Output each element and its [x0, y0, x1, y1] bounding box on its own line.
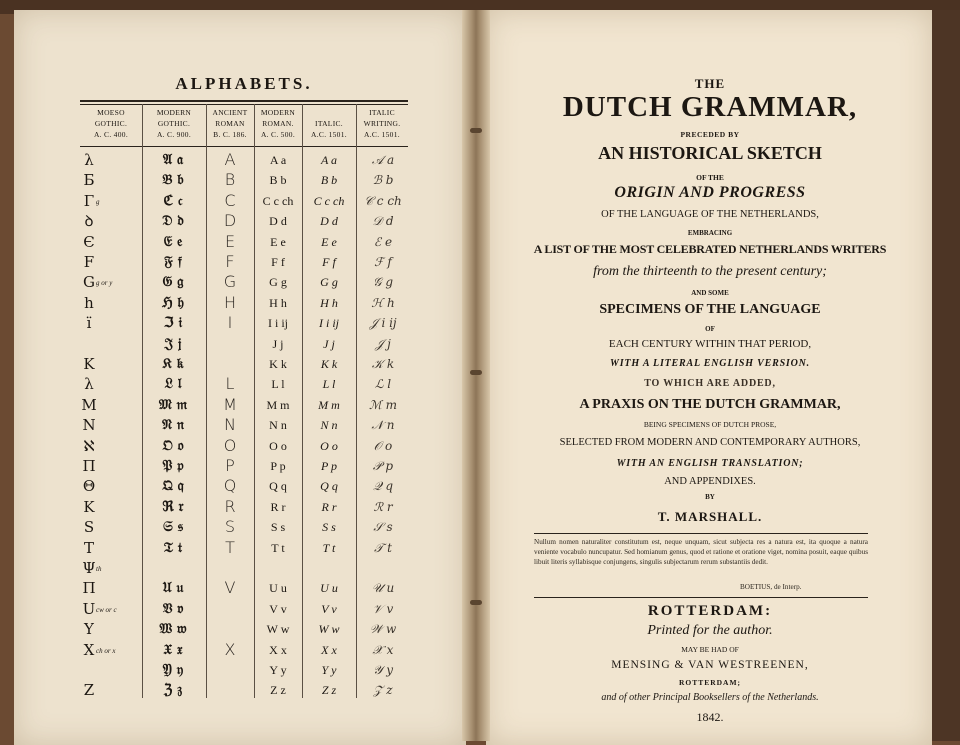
column-header-line: A.C. 1501. — [311, 130, 347, 139]
alphabet-cell: E e — [270, 234, 286, 249]
column-header-line: MODERN — [260, 108, 296, 117]
alphabet-cell: 𝒱 v — [372, 601, 394, 616]
alphabet-cell: Q q — [269, 479, 287, 494]
alphabet-cell: 𝒰 u — [371, 581, 395, 596]
alphabet-cell: 𝒞 c ch — [364, 193, 402, 208]
alphabet-cell: V v — [321, 601, 337, 616]
alphabet-cell: R r — [270, 499, 286, 514]
column-header — [80, 107, 142, 140]
alphabet-cell: 𝔇 𝔡 — [162, 213, 184, 230]
alphabet-cell: L — [225, 374, 235, 394]
alphabet-cell: H h — [320, 295, 338, 310]
alphabet-cell: F — [225, 252, 235, 271]
alphabet-cell: 𝒵 z — [373, 683, 393, 698]
title-the: THE — [694, 76, 726, 91]
alphabet-cell: U — [82, 599, 96, 618]
alphabet-cell: J j — [272, 336, 284, 351]
alphabet-cell: 𝒳 x — [372, 642, 394, 657]
alphabet-cell: ℒ l — [374, 377, 392, 392]
alphabet-cell: ℳ m — [368, 397, 398, 412]
alphabet-cell: 𝒮 s — [373, 520, 393, 535]
alphabet-cell: K — [83, 355, 95, 373]
alphabet-cell: T — [225, 537, 235, 557]
column-header-line: ROMAN. — [262, 119, 294, 128]
alphabet-cell: 𝒥 i ij — [369, 316, 397, 331]
epigraph-attribution: BOETIUS, de Interp. — [740, 583, 802, 591]
alphabet-cell: 𝔅 𝔟 — [162, 172, 184, 189]
column-header-line: MOESO — [97, 108, 125, 117]
alphabet-cell: 𝒪 o — [373, 438, 393, 453]
of-label: OF — [705, 325, 715, 333]
alphabet-cell: 𝔖 𝔰 — [163, 519, 183, 536]
alphabet-cell: 𝔓 𝔭 — [162, 458, 184, 474]
alphabet-cell: 𝔈 𝔢 — [163, 233, 183, 250]
alphabet-cell: F f — [271, 255, 285, 269]
main-title: DUTCH GRAMMAR, — [562, 91, 858, 123]
alphabet-cell: D d — [269, 214, 287, 229]
list-of-writers: A LIST OF THE MOST CELEBRATED NETHERLANDS WRITERS — [533, 242, 887, 256]
column-header — [206, 107, 254, 140]
alphabets-title: ALPHABETS. — [175, 74, 313, 93]
alphabet-cell: S s — [322, 520, 336, 535]
alphabet-cell: N — [224, 415, 236, 435]
other-booksellers: and of other Principal Booksellers of the Netherlands. — [601, 692, 819, 703]
column-header-line — [302, 107, 356, 118]
alphabet-cell: M m — [318, 397, 340, 412]
alphabet-cell: 𝒲 w — [369, 622, 397, 637]
alphabet-cell: F f — [322, 255, 336, 269]
book-cover-right-edge — [932, 10, 960, 741]
alphabet-cell: Θ — [82, 477, 96, 496]
alphabet-cell: C — [224, 190, 236, 210]
alphabet-cell: ℜ 𝔯 — [162, 498, 184, 515]
alphabet-cell: R r — [321, 499, 337, 514]
selected-authors: SELECTED FROM MODERN AND CONTEMPORARY AUTHORS, — [559, 437, 861, 448]
alphabet-cell: J j — [323, 336, 335, 351]
being-specimens: BEING SPECIMENS OF DUTCH PROSE, — [643, 420, 777, 429]
alphabet-cell: K — [83, 497, 95, 516]
table-header-rule — [80, 146, 408, 147]
alphabet-cell: G g — [320, 275, 338, 290]
column-header-line: A. C. 500. — [260, 130, 296, 139]
alphabet-cell: D — [223, 211, 237, 231]
alphabet-cell: cw or c — [96, 605, 117, 614]
alphabet-cell: G — [223, 272, 237, 292]
alphabet-cell: E — [224, 231, 236, 251]
alphabet-cell: 𝒯 t — [374, 540, 392, 555]
alphabet-cell: Є — [83, 232, 95, 251]
alphabet-cell: Π — [82, 457, 96, 475]
alphabet-cell: Z z — [321, 683, 337, 698]
appendixes: AND APPENDIXES. — [664, 476, 756, 487]
column-header-line: ROMAN — [215, 119, 245, 128]
language-of-netherlands: OF THE LANGUAGE OF THE NETHERLANDS, — [601, 209, 819, 220]
alphabet-cell: F — [83, 253, 95, 271]
historical-sketch: AN HISTORICAL SKETCH — [598, 143, 822, 163]
alphabet-cell: Q q — [320, 479, 338, 494]
alphabet-cell: H h — [269, 295, 287, 310]
alphabet-cell: 𝔄 𝔞 — [162, 152, 184, 168]
binding-stitch — [470, 600, 482, 605]
alphabet-cell: P — [225, 456, 235, 475]
column-header-line: B. C. 186. — [213, 130, 247, 139]
column-header-line: A. C. 900. — [156, 130, 192, 139]
alphabet-cell: O — [223, 435, 237, 455]
alphabet-cell: 𝒟 d — [372, 214, 394, 229]
english-translation: WITH AN ENGLISH TRANSLATION; — [616, 458, 804, 469]
column-header — [142, 107, 206, 140]
alphabet-cell: X — [83, 640, 95, 659]
alphabet-cell: g — [96, 197, 100, 206]
alphabet-cell: h — [84, 293, 94, 312]
preceded-by: PRECEDED BY — [680, 130, 740, 139]
alphabet-cell: 𝔜 𝔶 — [162, 662, 184, 678]
column-header — [302, 107, 356, 140]
alphabet-cell: ch or x — [96, 646, 116, 655]
alphabet-cell: ℛ r — [373, 499, 393, 514]
alphabet-cell: 𝒜 a — [371, 153, 395, 167]
alphabet-cell: L l — [322, 377, 336, 392]
alphabet-cell: T t — [322, 540, 336, 555]
alphabet-cell: ℬ b — [372, 173, 394, 188]
publication-year: 1842. — [696, 710, 724, 724]
alphabet-cell: T — [83, 538, 94, 557]
alphabet-cell: R — [224, 496, 236, 516]
alphabet-cell: A a — [320, 153, 338, 167]
alphabet-cell: λ — [84, 151, 94, 169]
alphabet-cell: 𝒥 j — [375, 336, 391, 351]
column-header-line: GOTHIC. — [94, 119, 128, 128]
alphabet-cell: 𝔑 𝔫 — [162, 417, 184, 434]
column-divider — [206, 104, 207, 698]
alphabet-cell: Π — [82, 579, 96, 598]
alphabet-cell: 𝔘 𝔲 — [162, 580, 184, 597]
each-century: EACH CENTURY WITHIN THAT PERIOD, — [608, 338, 812, 350]
alphabet-cell: Q — [223, 476, 237, 496]
binding-stitch — [470, 370, 482, 375]
city: ROTTERDAM: — [647, 603, 773, 619]
alphabet-cell: 𝔏 𝔩 — [164, 376, 182, 393]
alphabet-cell: X x — [321, 642, 337, 657]
book-gutter — [462, 10, 490, 741]
column-divider — [254, 104, 255, 698]
binding-stitch — [470, 128, 482, 133]
praxis: A PRAXIS ON THE DUTCH GRAMMAR, — [579, 397, 841, 412]
alphabet-cell: Z z — [270, 683, 286, 698]
alphabet-cell: I — [227, 313, 233, 333]
alphabet-cell: ꝺ — [84, 212, 94, 231]
alphabet-cell: 𝔗 𝔱 — [163, 539, 183, 556]
may-be-had-of: MAY BE HAD OF — [681, 645, 739, 654]
alphabet-cell: A a — [269, 153, 287, 167]
alphabet-cell: Ƃ — [83, 171, 95, 190]
alphabet-cell: Ψ — [82, 559, 96, 577]
alphabet-cell: H — [223, 292, 237, 312]
alphabet-cell: 𝔚 𝔴 — [159, 621, 187, 638]
alphabet-cell: K k — [269, 357, 287, 371]
alphabet-cell: C c ch — [313, 193, 345, 208]
alphabet-cell: C c ch — [262, 193, 294, 208]
origin-progress: ORIGIN AND PROGRESS — [614, 184, 806, 201]
alphabet-cell: ℋ h — [371, 295, 395, 310]
publisher-city: ROTTERDAM; — [678, 678, 742, 687]
alphabet-cell: ï — [86, 314, 92, 333]
alphabet-cell: 𝒦 k — [371, 357, 395, 371]
table-top-rule-thin — [80, 104, 408, 105]
alphabet-cell: M m — [266, 397, 290, 412]
alphabet-cell: 𝔉 𝔣 — [164, 254, 182, 270]
column-header-line: MODERN — [156, 108, 192, 117]
alphabet-cell: 𝒬 q — [372, 479, 394, 494]
alphabet-cell: S — [224, 517, 236, 537]
alphabet-cell: 𝔔 𝔮 — [162, 478, 184, 495]
alphabet-cell: 𝔎 𝔨 — [162, 356, 184, 372]
latin-epigraph: Nullum nomen naturaliter constitutum est, neque unquam, sicut subjecta res a natura est, ita quoque a natura veniente vocabulo nuncupatur. Sed homianum genus, quod et ratione et oratione viget, nomina posuit, eaque quibus libuit literis syllabisque conjungens, singulis subjectarum rerum substantiis dedit. — [534, 538, 868, 567]
column-header-line: WRITING. — [363, 119, 401, 128]
alphabet-cell: 𝔐 𝔪 — [158, 396, 188, 413]
alphabet-cell: T t — [271, 540, 285, 555]
alphabet-cell: ℭ 𝔠 — [163, 192, 183, 209]
alphabet-cell: 𝒴 y — [372, 663, 393, 677]
alphabet-cell: 𝒩 n — [371, 418, 395, 433]
alphabet-cell: 𝔛 𝔵 — [163, 641, 183, 658]
alphabet-cell: U u — [269, 581, 287, 596]
of-the: OF THE — [696, 173, 724, 182]
column-header-line: A. C. 400. — [93, 130, 129, 139]
alphabet-cell: Z — [83, 681, 95, 700]
alphabet-cell: S s — [270, 520, 286, 535]
to-which-added: TO WHICH ARE ADDED, — [644, 378, 776, 389]
alphabet-cell: O o — [269, 438, 287, 453]
column-header-line: ITALIC — [369, 108, 395, 117]
column-header-line: GOTHIC. — [157, 119, 191, 128]
specimens: SPECIMENS OF THE LANGUAGE — [599, 302, 821, 317]
alphabet-cell: N n — [320, 418, 338, 433]
alphabet-cell: G g — [269, 275, 287, 290]
alphabet-cell: I i ij — [268, 316, 288, 331]
by-label: BY — [705, 493, 715, 501]
alphabet-cell: X — [224, 639, 236, 659]
alphabet-cell: B b — [320, 173, 338, 188]
alphabet-cell: ℌ 𝔥 — [162, 294, 184, 311]
alphabet-cell: M — [223, 394, 237, 414]
alphabet-cell: G — [83, 273, 95, 292]
alphabet-cell: B — [224, 170, 236, 190]
century-range: from the thirteenth to the present century; — [593, 264, 827, 279]
alphabet-cell: L l — [271, 377, 285, 392]
alphabet-cell: D d — [320, 214, 338, 229]
publisher: MENSING & VAN WESTREENEN, — [611, 659, 809, 671]
alphabet-cell: N — [82, 416, 96, 435]
column-header-line: ITALIC. — [315, 119, 343, 128]
column-divider — [142, 104, 143, 698]
alphabet-cell: th — [96, 565, 102, 573]
alphabet-cell: N n — [269, 418, 287, 433]
and-some: AND SOME — [691, 289, 729, 297]
table-top-rule — [80, 100, 408, 102]
column-header-line: ANCIENT — [212, 108, 248, 117]
column-header-line: A.C. 1501. — [364, 130, 400, 139]
alphabet-cell: 𝔙 𝔳 — [162, 600, 184, 617]
alphabet-cell: Y y — [321, 663, 337, 677]
alphabet-cell: A — [224, 150, 236, 169]
quote-bottom-rule — [534, 597, 868, 598]
alphabet-cell: K k — [320, 357, 338, 371]
alphabet-cell: ℑ 𝔦 — [163, 315, 183, 332]
embracing: EMBRACING — [687, 229, 733, 237]
author-name: T. MARSHALL. — [657, 509, 763, 524]
literal-version: WITH A LITERAL ENGLISH VERSION. — [610, 358, 810, 369]
alphabet-cell: V — [224, 578, 236, 598]
alphabet-cell: I i ij — [319, 316, 339, 331]
column-header — [356, 107, 408, 140]
alphabet-cell: ℵ — [83, 436, 95, 455]
alphabet-cell: 𝔍 𝔧 — [164, 335, 182, 352]
alphabet-cell: g or y — [96, 279, 113, 288]
alphabet-cell: 𝔒 𝔬 — [162, 437, 184, 454]
alphabet-cell: B b — [269, 173, 287, 188]
alphabet-cell: Γ — [83, 191, 95, 210]
alphabet-cell: Y y — [269, 663, 287, 677]
quote-top-rule — [534, 533, 868, 534]
alphabet-cell: 𝒫 p — [372, 459, 394, 473]
alphabet-cell: U u — [320, 581, 338, 596]
alphabet-cell: S — [83, 518, 95, 537]
printed-for-author: Printed for the author. — [647, 623, 773, 638]
alphabet-cell: W w — [318, 622, 340, 637]
alphabet-cell: O o — [320, 438, 338, 453]
alphabet-cell: V v — [269, 601, 287, 616]
alphabet-cell: ℱ f — [374, 255, 392, 269]
alphabet-cell: E e — [321, 234, 337, 249]
alphabet-cell: 𝒢 g — [372, 275, 394, 290]
alphabet-cell: M — [81, 395, 97, 414]
alphabet-cell: X x — [269, 642, 287, 657]
alphabet-cell: P p — [320, 459, 338, 473]
alphabet-cell: ℨ 𝔷 — [163, 682, 183, 699]
column-header — [254, 107, 302, 140]
alphabet-cell: P p — [270, 459, 286, 473]
alphabet-cell: W w — [266, 622, 290, 637]
alphabet-cell: λ — [84, 375, 94, 394]
alphabet-cell: 𝔊 𝔤 — [162, 274, 184, 291]
alphabet-cell: Y — [84, 620, 94, 639]
alphabet-cell: ℰ e — [373, 234, 393, 249]
